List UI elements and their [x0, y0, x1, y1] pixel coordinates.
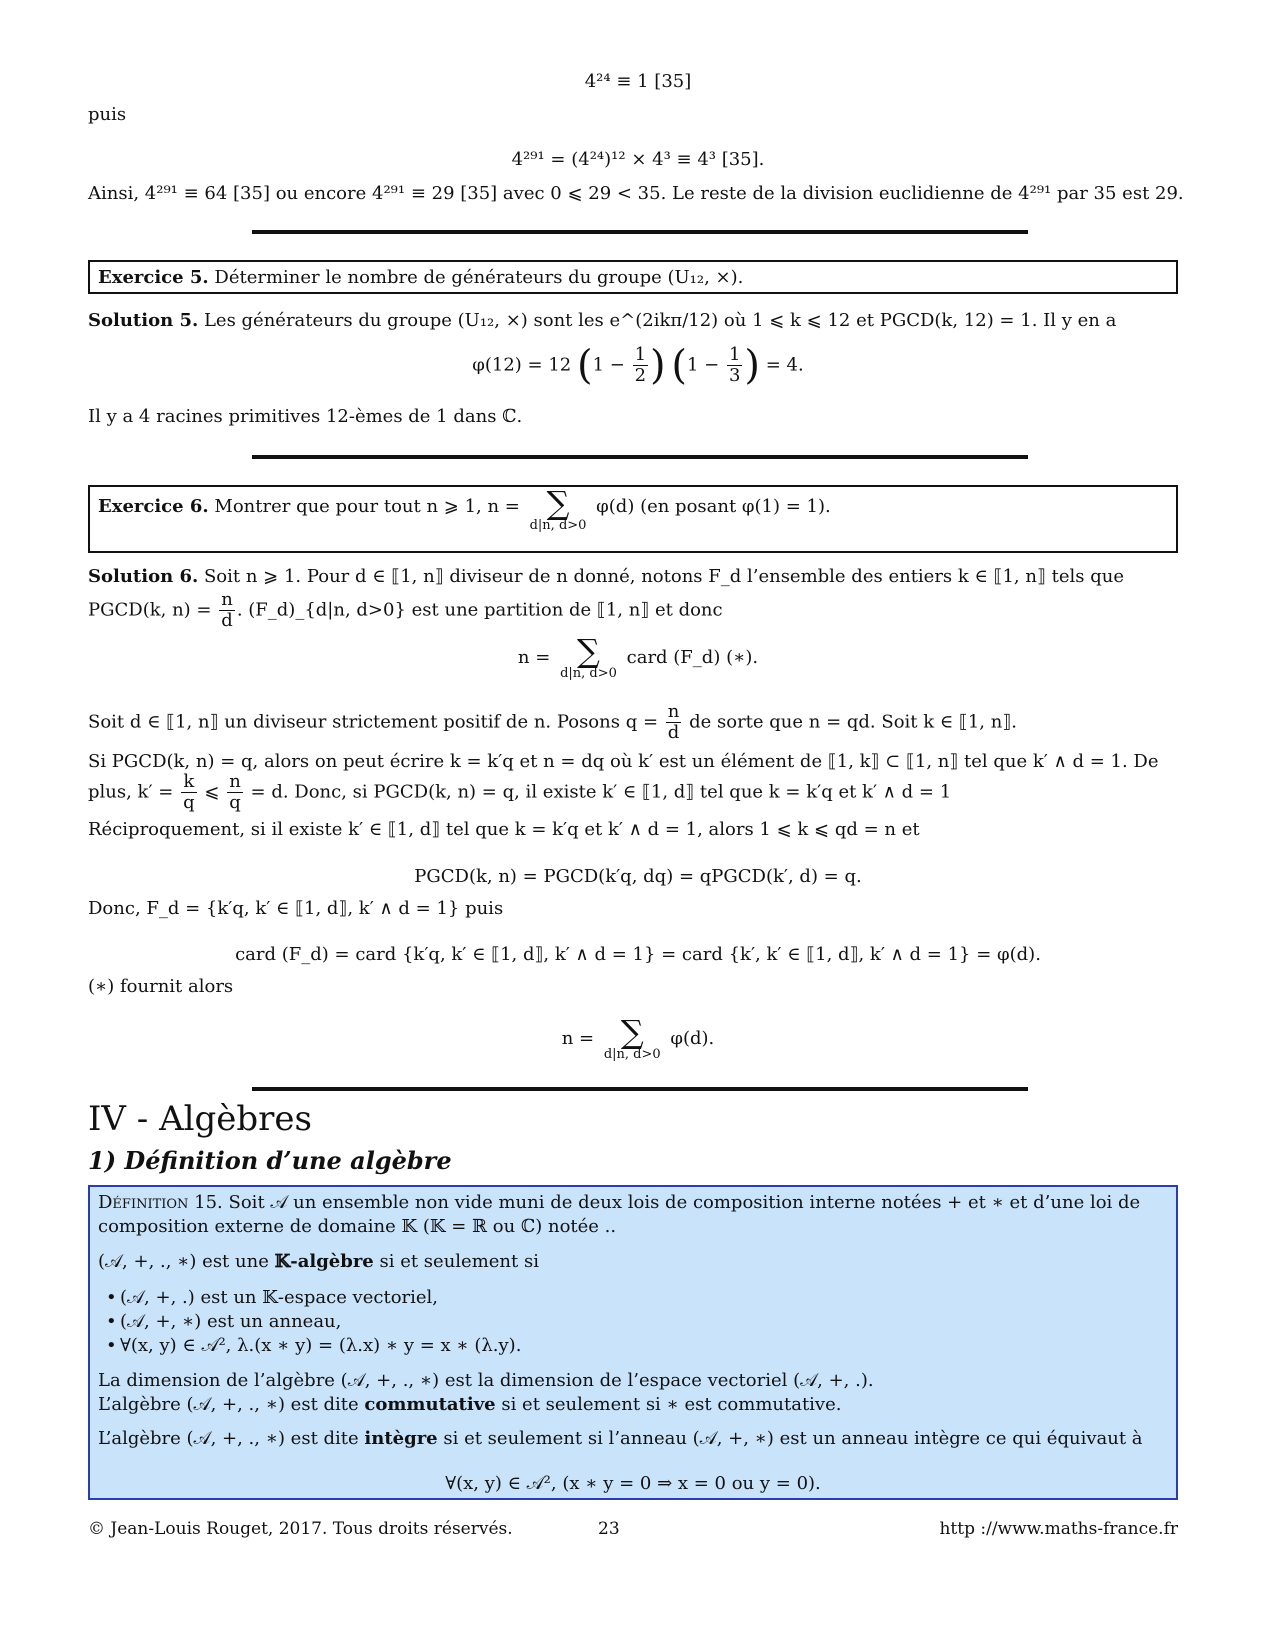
- sum-symbol: ∑ d|n, d>0: [529, 484, 587, 533]
- definition-list-item: • ∀(x, y) ∈ 𝒜², λ.(x ∗ y) = (λ.x) ∗ y = x ∗ (λ.y).: [120, 1334, 1168, 1358]
- footer-url[interactable]: http ://www.maths-france.fr: [939, 1519, 1178, 1539]
- exercise-6-text-after: φ(d) (en posant φ(1) = 1).: [596, 496, 831, 517]
- equation-4-291: 4²⁹¹ = (4²⁴)¹² × 4³ ≡ 4³ [35].: [511, 149, 765, 170]
- fraction-one-third: $\frac{1}{3}$: [728, 344, 741, 386]
- exercise-6-text-before: Montrer que pour tout n ⩾ 1, n =: [214, 496, 520, 517]
- solution-6-line-3: Soit d ∈ ⟦1, n⟧ un diviseur strictement positif de n. Posons q = $\frac{n}{d}$ de sorte que n = qd. Soit k ∈ ⟦1, n⟧.: [88, 701, 1017, 743]
- solution-6-line-2: PGCD(k, n) = $\frac{n}{d}$ . (F_d)_{d|n, d>0} est une partition de ⟦1, n⟧ et donc: [88, 589, 723, 631]
- subsection-title: 1) Définition d’une algèbre: [88, 1146, 452, 1175]
- exercise-6-label: Exercice 6.: [98, 496, 209, 517]
- definition-list-item: • (𝒜, +, .) est un 𝕂-espace vectoriel,: [120, 1286, 1168, 1310]
- definition-paragraph-1: Définition 15. Soit 𝒜 un ensemble non vide muni de deux lois de composition interne notées + et ∗ et d’une loi de composition externe de domaine 𝕂 (𝕂 = ℝ ou ℂ) notée ..: [98, 1192, 1141, 1238]
- phi-12-right: = 4.: [765, 354, 804, 376]
- definition-paragraph-3: La dimension de l’algèbre (𝒜, +, ., ∗) est la dimension de l’espace vectoriel (𝒜, +, .).: [98, 1369, 874, 1391]
- footer-page-number: 23: [598, 1519, 620, 1539]
- definition-list-item: • (𝒜, +, ∗) est un anneau,: [120, 1310, 1168, 1334]
- text-ainsi: Ainsi, 4²⁹¹ ≡ 64 [35] ou encore 4²⁹¹ ≡ 29 [35] avec 0 ⩽ 29 < 35. Le reste de la division euclidienne de 4²⁹¹ par 35 est 29.: [88, 183, 1184, 204]
- sum-symbol: ∑ d|n, d>0: [603, 1013, 661, 1062]
- separator-rule: [252, 455, 1028, 459]
- footer-copyright: © Jean-Louis Rouget, 2017. Tous droits réservés.: [88, 1519, 513, 1539]
- definition-paragraph-2: (𝒜, +, ., ∗) est une 𝕂-algèbre si et seulement si: [98, 1250, 539, 1272]
- solution-6-label: Solution 6.: [88, 566, 199, 587]
- fraction-k-over-q: $\frac{k}{q}$: [183, 771, 195, 813]
- solution-6-line-1: [88, 565, 1124, 589]
- sum-symbol: ∑ d|n, d>0: [560, 632, 617, 681]
- solution-5-label: Solution 5.: [88, 310, 199, 331]
- solution-6-line-7: Donc, F_d = {k′q, k′ ∈ ⟦1, d⟧, k′ ∧ d = 1} puis: [88, 898, 504, 919]
- definition-equation: ∀(x, y) ∈ 𝒜², (x ∗ y = 0 ⇒ x = 0 ou y = 0).: [445, 1472, 821, 1494]
- equation-card-fd: card (F_d) = card {k′q, k′ ∈ ⟦1, d⟧, k′ ∧ d = 1} = card {k′, k′ ∈ ⟦1, d⟧, k′ ∧ d = 1} = φ(d).: [235, 944, 1041, 965]
- equation-pgcd: PGCD(k, n) = PGCD(k′q, dq) = qPGCD(k′, d) = q.: [414, 866, 862, 887]
- equation-n-sum-phi: n = ∑ d|n, d>0 φ(d).: [561, 1013, 715, 1062]
- solution-6-line-8: (∗) fournit alors: [88, 976, 234, 997]
- separator-rule: [252, 230, 1028, 234]
- equation-4-24: 4²⁴ ≡ 1 [35]: [584, 71, 692, 92]
- separator-rule: [252, 1087, 1028, 1091]
- solution-5-text: Les générateurs du groupe (U₁₂, ×) sont les e^(2ikπ/12) où 1 ⩽ k ⩽ 12 et PGCD(k, 12) = 1. Il y en a: [203, 310, 1117, 331]
- solution-5-conclusion: Il y a 4 racines primitives 12-èmes de 1 dans ℂ.: [88, 406, 523, 427]
- solution-6-line-6: Réciproquement, si il existe k′ ∈ ⟦1, d⟧ tel que k = k′q et k′ ∧ d = 1, alors 1 ⩽ k ⩽ qd = n et: [88, 819, 920, 840]
- text-puis: puis: [88, 104, 127, 125]
- exercise-5-box: [88, 260, 1178, 294]
- fraction-n-over-q: $\frac{n}{q}$: [229, 771, 241, 813]
- page: [88, 0, 1188, 1650]
- fraction-n-over-d: $\frac{n}{d}$: [667, 701, 680, 743]
- definition-paragraph-4: L’algèbre (𝒜, +, ., ∗) est dite commutative si et seulement si ∗ est commutative.: [98, 1394, 842, 1416]
- exercise-5-label: Exercice 5.: [98, 267, 209, 288]
- solution-5-line: [88, 309, 1116, 333]
- definition-list: [98, 1286, 1168, 1359]
- fraction-one-half: $\frac{1}{2}$: [634, 344, 647, 386]
- section-title: IV - Algèbres: [88, 1099, 312, 1139]
- definition-paragraph-5: L’algèbre (𝒜, +, ., ∗) est dite intègre si et seulement si l’anneau (𝒜, +, ∗) est un anneau intègre ce qui équivaut à: [98, 1428, 1143, 1450]
- fraction-n-over-d: $\frac{n}{d}$: [221, 589, 233, 631]
- exercise-5-text: Déterminer le nombre de générateurs du groupe (U₁₂, ×).: [214, 267, 744, 288]
- definition-label: Définition 15.: [98, 1192, 223, 1213]
- equation-phi-12: φ(12) = 12 (1 − $\frac{1}{2}$ ) (1 − $\frac{1}{3}$ ) = 4.: [472, 342, 804, 389]
- solution-6-line-4: Si PGCD(k, n) = q, alors on peut écrire k = k′q et n = dq où k′ est un élément de ⟦1, k⟧ ⊂ ⟦1, n⟧ tel que k′ ∧ d = 1. De: [88, 751, 1159, 772]
- equation-n-sum-card: n = ∑ d|n, d>0 card (F_d) (∗).: [517, 632, 759, 681]
- exercise-6-box: [88, 485, 1178, 553]
- definition-15-box: [88, 1185, 1178, 1500]
- solution-6-line-5: plus, k′ = $\frac{k}{q}$ ⩽ $\frac{n}{q}$ = d. Donc, si PGCD(k, n) = q, il existe k′ ∈ ⟦1, d⟧ tel que k = k′q et k′ ∧ d = 1: [88, 771, 952, 813]
- phi-12-left: φ(12) = 12: [472, 354, 572, 376]
- solution-6-text-1: Soit n ⩾ 1. Pour d ∈ ⟦1, n⟧ diviseur de n donné, notons F_d l’ensemble des entiers k ∈ ⟦1, n⟧ tels que: [203, 566, 1124, 587]
